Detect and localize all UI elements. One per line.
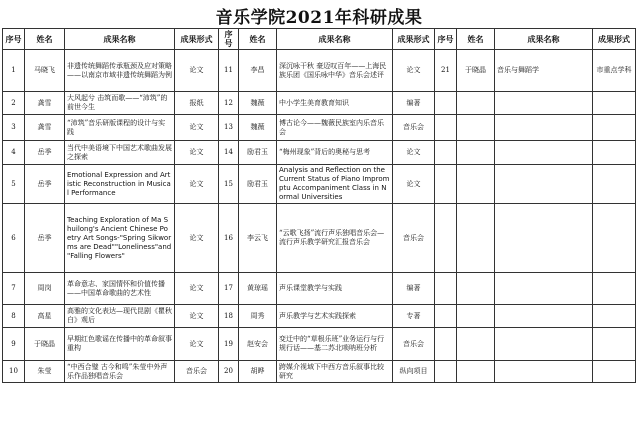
cell-left-name: 龚雪	[25, 92, 65, 115]
cell-right-work	[495, 165, 593, 204]
cell-left-work: 革命意志、家国情怀和价值传播——中国革命歌曲的艺术性	[65, 273, 175, 305]
cell-right-work	[495, 273, 593, 305]
cell-mid-form: 论文	[393, 50, 435, 92]
cell-mid-no: 12	[219, 92, 239, 115]
cell-mid-work: Analysis and Reflection on the Current Status of Piano Impromptu Accompaniment Class in Normal Universities	[277, 165, 393, 204]
cell-right-no	[435, 305, 457, 328]
cell-right-form	[593, 92, 636, 115]
header-work-2: 成果名称	[277, 29, 393, 50]
cell-left-no: 2	[3, 92, 25, 115]
table-row	[3, 141, 636, 165]
cell-mid-work: “云歌飞扬”流行声乐独唱音乐会—流行声乐教学研究汇报音乐会	[277, 204, 393, 273]
cell-right-name	[457, 92, 495, 115]
cell-left-work: 大风起兮 击筑而歌——“沛筑”的前世今生	[65, 92, 175, 115]
cell-mid-no: 13	[219, 115, 239, 141]
research-results-table	[2, 28, 636, 383]
table-row	[3, 305, 636, 328]
cell-mid-form: 论文	[393, 141, 435, 165]
table-row	[3, 115, 636, 141]
cell-mid-name: 励君玉	[239, 165, 277, 204]
cell-mid-name: 魏薇	[239, 92, 277, 115]
cell-right-no	[435, 141, 457, 165]
cell-mid-work: 跨媒介视域下中西方音乐叙事比较研究	[277, 361, 393, 383]
cell-mid-work: “梅州现象”背后的奥秘与思考	[277, 141, 393, 165]
cell-right-work	[495, 92, 593, 115]
cell-left-work: Teaching Exploration of Ma Shuilong's Ancient Chinese Poetry Art Songs-"Spring Sikworms are Dead""Loneliness"and "Falling Flowers"	[65, 204, 175, 273]
cell-right-name	[457, 141, 495, 165]
cell-left-no: 3	[3, 115, 25, 141]
cell-mid-form: 编著	[393, 92, 435, 115]
cell-right-form	[593, 305, 636, 328]
cell-left-form: 论文	[175, 141, 219, 165]
cell-right-name	[457, 305, 495, 328]
cell-right-no	[435, 204, 457, 273]
cell-mid-no: 18	[219, 305, 239, 328]
cell-mid-no: 16	[219, 204, 239, 273]
cell-mid-no: 14	[219, 141, 239, 165]
table-row	[3, 92, 636, 115]
header-no-2: 序号	[219, 29, 239, 50]
cell-right-form: 市重点学科	[593, 50, 636, 92]
cell-left-work: 非遗传统舞蹈传承瓶颈及应对策略——以南京市域非遗传统舞蹈为例	[65, 50, 175, 92]
cell-left-name: 岳季	[25, 141, 65, 165]
cell-mid-form: 音乐会	[393, 115, 435, 141]
page-title: 音乐学院2021年科研成果	[215, 8, 423, 28]
cell-right-work: 音乐与舞蹈学	[495, 50, 593, 92]
cell-left-no: 8	[3, 305, 25, 328]
cell-left-work: 当代中美语境下中国艺术歌曲发展之探索	[65, 141, 175, 165]
cell-left-name: 岳季	[25, 165, 65, 204]
cell-right-name	[457, 204, 495, 273]
cell-mid-work: 声乐课堂教学与实践	[277, 273, 393, 305]
cell-left-work: “中西合璧 古今和鸣”朱莹中外声乐作品独唱音乐会	[65, 361, 175, 383]
cell-mid-name: 赵安会	[239, 328, 277, 361]
cell-left-work: Emotional Expression and Artistic Reconstruction in Musical Performance	[65, 165, 175, 204]
cell-left-form: 论文	[175, 305, 219, 328]
cell-left-form: 论文	[175, 328, 219, 361]
cell-mid-name: 励君玉	[239, 141, 277, 165]
cell-right-name: 于晓晶	[457, 50, 495, 92]
cell-right-no	[435, 92, 457, 115]
cell-mid-work: 声乐教学与艺术实践探索	[277, 305, 393, 328]
cell-right-work	[495, 115, 593, 141]
cell-left-form: 音乐会	[175, 361, 219, 383]
cell-right-work	[495, 305, 593, 328]
cell-mid-no: 17	[219, 273, 239, 305]
cell-mid-name: 魏薇	[239, 115, 277, 141]
cell-left-name: 高星	[25, 305, 65, 328]
cell-left-form: 论文	[175, 204, 219, 273]
header-row	[3, 29, 636, 50]
table-row	[3, 204, 636, 273]
cell-right-form	[593, 141, 636, 165]
cell-right-name	[457, 273, 495, 305]
cell-left-form: 论文	[175, 273, 219, 305]
cell-mid-name: 李云飞	[239, 204, 277, 273]
cell-left-name: 岳季	[25, 204, 65, 273]
header-work-3: 成果名称	[495, 29, 593, 50]
table-row	[3, 50, 636, 92]
cell-mid-name: 李昌	[239, 50, 277, 92]
cell-mid-name: 胡晔	[239, 361, 277, 383]
cell-mid-no: 19	[219, 328, 239, 361]
cell-right-no	[435, 273, 457, 305]
cell-right-name	[457, 165, 495, 204]
header-name-1: 姓名	[25, 29, 65, 50]
cell-mid-no: 15	[219, 165, 239, 204]
table-row	[3, 165, 636, 204]
header-no-1: 序号	[3, 29, 25, 50]
cell-left-work: 高雅的文化表达—现代昆剧《瞿秋白》观后	[65, 305, 175, 328]
cell-right-no: 21	[435, 50, 457, 92]
cell-mid-no: 20	[219, 361, 239, 383]
cell-left-form: 报纸	[175, 92, 219, 115]
cell-mid-name: 周秀	[239, 305, 277, 328]
cell-right-no	[435, 165, 457, 204]
cell-left-name: 朱莹	[25, 361, 65, 383]
cell-left-form: 论文	[175, 50, 219, 92]
header-form-1: 成果形式	[175, 29, 219, 50]
cell-mid-form: 论文	[393, 165, 435, 204]
cell-left-work: “沛筑”音乐研版课程的设计与实践	[65, 115, 175, 141]
cell-right-form	[593, 273, 636, 305]
cell-mid-work: 深沉咏干秋 豪迈叹百年——上海民族乐团《国乐咏中华》音乐会述评	[277, 50, 393, 92]
cell-right-work	[495, 361, 593, 383]
cell-right-work	[495, 204, 593, 273]
cell-right-name	[457, 361, 495, 383]
cell-left-work: 早期红色歌谣在传播中的革命叙事重构	[65, 328, 175, 361]
cell-mid-work: 博古论今——魏薇民族室内乐音乐会	[277, 115, 393, 141]
cell-left-no: 4	[3, 141, 25, 165]
cell-mid-form: 音乐会	[393, 204, 435, 273]
cell-mid-work: 变迁中的“草根乐班”业务运行与行规行话——基二苏北唢呐班分析	[277, 328, 393, 361]
cell-left-no: 9	[3, 328, 25, 361]
header-form-3: 成果形式	[593, 29, 636, 50]
header-work-1: 成果名称	[65, 29, 175, 50]
cell-mid-form: 编著	[393, 273, 435, 305]
cell-mid-no: 11	[219, 50, 239, 92]
cell-left-no: 6	[3, 204, 25, 273]
cell-right-form	[593, 115, 636, 141]
cell-mid-form: 音乐会	[393, 328, 435, 361]
cell-right-form	[593, 165, 636, 204]
header-name-2: 姓名	[239, 29, 277, 50]
cell-right-name	[457, 328, 495, 361]
cell-left-no: 5	[3, 165, 25, 204]
table-row	[3, 328, 636, 361]
cell-left-form: 论文	[175, 115, 219, 141]
cell-right-form	[593, 204, 636, 273]
cell-mid-form: 纵向项目	[393, 361, 435, 383]
cell-left-no: 7	[3, 273, 25, 305]
cell-left-name: 周岗	[25, 273, 65, 305]
cell-left-no: 10	[3, 361, 25, 383]
cell-left-name: 马晓飞	[25, 50, 65, 92]
table-row	[3, 273, 636, 305]
cell-right-work	[495, 328, 593, 361]
cell-mid-work: 中小学生美育教育知识	[277, 92, 393, 115]
table-row	[3, 361, 636, 383]
cell-right-no	[435, 361, 457, 383]
cell-mid-name: 黄琼瑶	[239, 273, 277, 305]
cell-left-name: 龚雪	[25, 115, 65, 141]
header-no-3: 序号	[435, 29, 457, 50]
cell-left-form: 论文	[175, 165, 219, 204]
table-body	[3, 50, 636, 383]
cell-left-no: 1	[3, 50, 25, 92]
header-name-3: 姓名	[457, 29, 495, 50]
cell-right-work	[495, 141, 593, 165]
header-form-2: 成果形式	[393, 29, 435, 50]
cell-right-name	[457, 115, 495, 141]
cell-right-form	[593, 328, 636, 361]
cell-left-name: 于晓晶	[25, 328, 65, 361]
cell-right-form	[593, 361, 636, 383]
cell-mid-form: 专著	[393, 305, 435, 328]
cell-right-no	[435, 328, 457, 361]
cell-right-no	[435, 115, 457, 141]
